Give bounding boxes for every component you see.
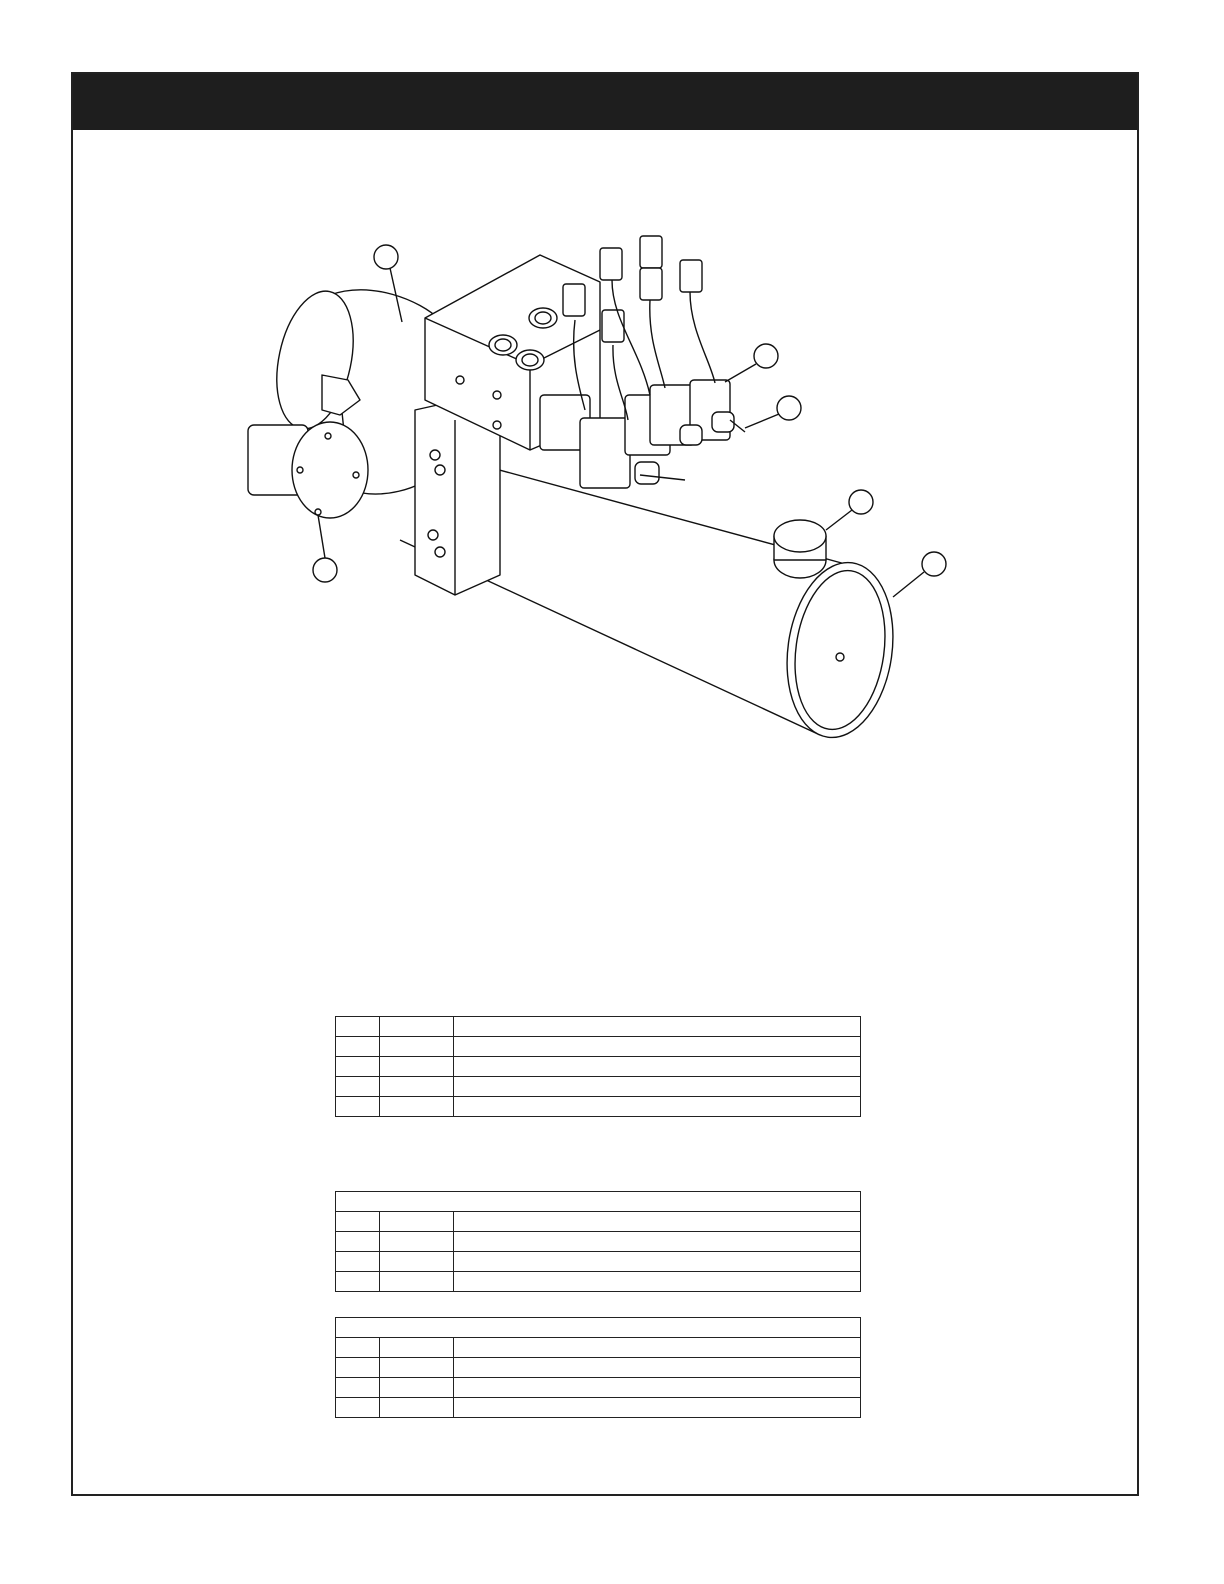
table-cell — [380, 1017, 454, 1037]
table-cell — [454, 1097, 861, 1117]
table-cell — [336, 1212, 380, 1232]
table-cell — [454, 1037, 861, 1057]
table-cell — [336, 1338, 380, 1358]
table-cell — [380, 1378, 454, 1398]
table-cell — [380, 1338, 454, 1358]
table-cell — [380, 1097, 454, 1117]
table-row — [336, 1232, 861, 1252]
table-row — [336, 1272, 861, 1292]
table-cell — [336, 1398, 380, 1418]
table-row — [336, 1037, 861, 1057]
table-cell — [380, 1252, 454, 1272]
callout-balloon-starter — [313, 558, 337, 582]
table-cell — [380, 1232, 454, 1252]
starter-solenoid — [248, 422, 368, 518]
table-cell — [454, 1272, 861, 1292]
table-cell — [454, 1077, 861, 1097]
table-cell — [380, 1272, 454, 1292]
table-cell — [380, 1077, 454, 1097]
callout-balloon-valve — [777, 396, 801, 420]
table-row — [336, 1057, 861, 1077]
table-cell — [336, 1077, 380, 1097]
table-caption — [336, 1318, 861, 1338]
table-row — [336, 1398, 861, 1418]
table-cell — [454, 1232, 861, 1252]
table-cell — [380, 1037, 454, 1057]
table-cell — [454, 1057, 861, 1077]
table-row — [336, 1252, 861, 1272]
table-cell — [454, 1398, 861, 1418]
table-cell — [336, 1378, 380, 1398]
table-cell — [380, 1398, 454, 1418]
table-caption — [336, 1192, 861, 1212]
table-row — [336, 1017, 861, 1037]
table-cell — [336, 1272, 380, 1292]
table-row — [336, 1212, 861, 1232]
table-cell — [454, 1378, 861, 1398]
table-cell — [336, 1232, 380, 1252]
table-cell — [454, 1212, 861, 1232]
table-cell — [380, 1212, 454, 1232]
table-cell — [380, 1057, 454, 1077]
parts-table-1 — [335, 1016, 861, 1117]
reservoir-tank — [470, 460, 830, 740]
table-row — [336, 1338, 861, 1358]
table-row — [336, 1097, 861, 1117]
table-cell — [336, 1057, 380, 1077]
table-row — [336, 1358, 861, 1378]
table-caption-row — [336, 1192, 861, 1212]
table-cell — [454, 1017, 861, 1037]
table-cell — [454, 1252, 861, 1272]
parts-table-2 — [335, 1191, 861, 1292]
callout-balloon-motor-top — [374, 245, 398, 269]
table-cell — [336, 1252, 380, 1272]
callout-balloon-tank — [922, 552, 946, 576]
table-cell — [336, 1037, 380, 1057]
filler-cap — [774, 520, 826, 578]
table-cell — [336, 1097, 380, 1117]
table-cell — [454, 1338, 861, 1358]
table-cell — [454, 1358, 861, 1378]
solenoid-valve-stack — [540, 380, 745, 488]
callout-balloon-cap — [849, 490, 873, 514]
table-row — [336, 1077, 861, 1097]
parts-table-3 — [335, 1317, 861, 1418]
table-cell — [336, 1017, 380, 1037]
table-cell — [380, 1358, 454, 1378]
table-row — [336, 1378, 861, 1398]
table-cell — [336, 1358, 380, 1378]
callout-balloon-solenoid — [754, 344, 778, 368]
table-caption-row — [336, 1318, 861, 1338]
